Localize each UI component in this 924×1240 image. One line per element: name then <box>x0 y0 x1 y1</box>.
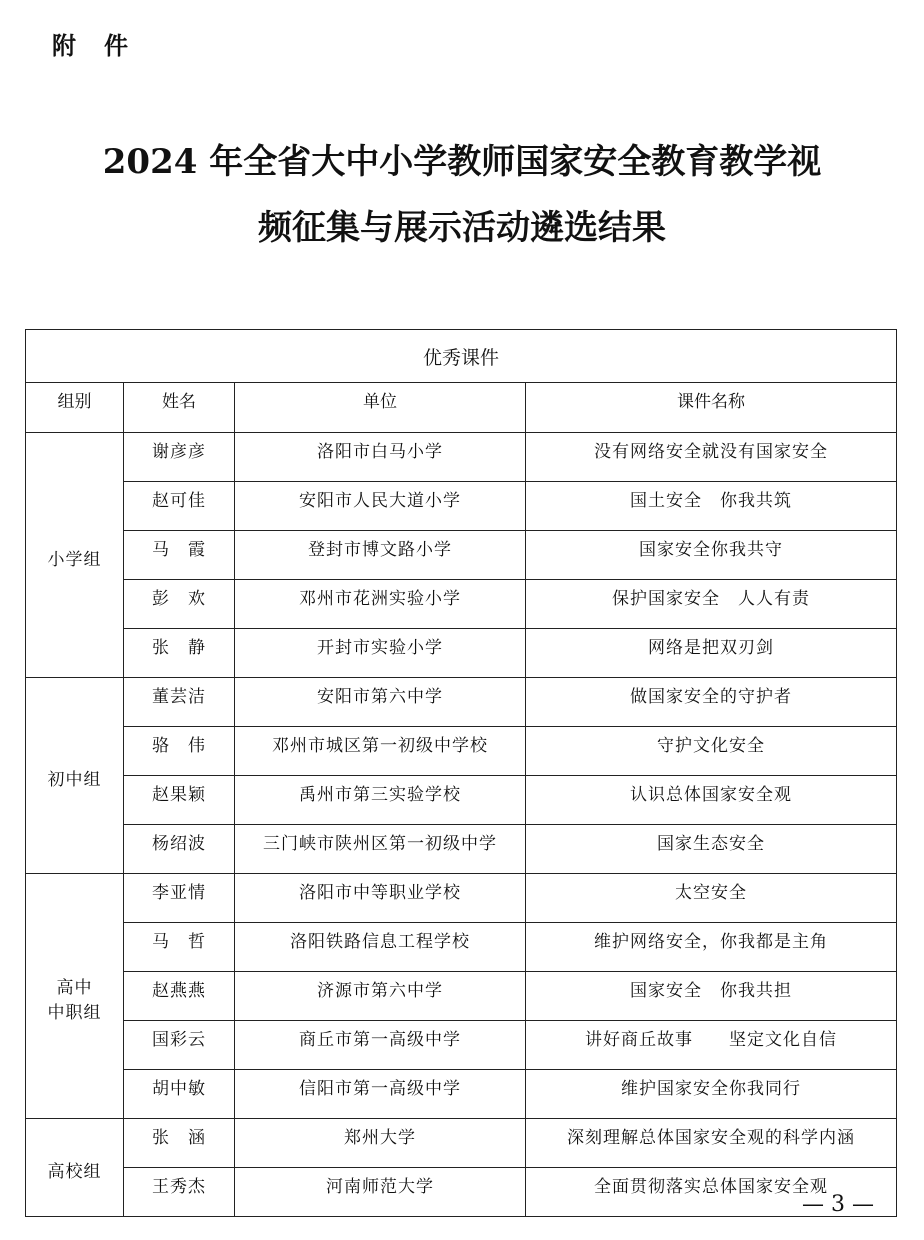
table-row <box>26 433 897 482</box>
course-title-cell: 讲好商丘故事 坚定文化自信 <box>526 1021 897 1070</box>
page-number: — 3 — <box>802 1192 874 1217</box>
person-name-cell: 国彩云 <box>124 1021 235 1070</box>
group-name-cell: 高中 中职组 <box>26 874 124 1119</box>
group-name-cell: 高校组 <box>26 1119 124 1217</box>
column-header: 组别 <box>26 383 124 433</box>
unit-cell: 邓州市花洲实验小学 <box>235 580 526 629</box>
person-name-cell: 张 涵 <box>124 1119 235 1168</box>
course-title-cell: 国家安全 你我共担 <box>526 972 897 1021</box>
unit-cell: 邓州市城区第一初级中学校 <box>235 727 526 776</box>
course-title-cell: 深刻理解总体国家安全观的科学内涵 <box>526 1119 897 1168</box>
course-title-cell: 维护网络安全，你我都是主角 <box>526 923 897 972</box>
unit-cell: 信阳市第一高级中学 <box>235 1070 526 1119</box>
attachment-label: 附 件 <box>52 32 130 60</box>
unit-cell: 郑州大学 <box>235 1119 526 1168</box>
person-name-cell: 张 静 <box>124 629 235 678</box>
person-name-cell: 赵果颖 <box>124 776 235 825</box>
course-title-cell: 维护国家安全你我同行 <box>526 1070 897 1119</box>
unit-cell: 安阳市人民大道小学 <box>235 482 526 531</box>
course-title-cell: 认识总体国家安全观 <box>526 776 897 825</box>
unit-cell: 禹州市第三实验学校 <box>235 776 526 825</box>
table-row <box>26 972 897 1021</box>
table-row <box>26 1070 897 1119</box>
column-header: 单位 <box>235 383 526 433</box>
course-title-cell: 守护文化安全 <box>526 727 897 776</box>
unit-cell: 登封市博文路小学 <box>235 531 526 580</box>
unit-cell: 济源市第六中学 <box>235 972 526 1021</box>
table-row <box>26 1119 897 1168</box>
course-title-cell: 国家安全你我共守 <box>526 531 897 580</box>
person-name-cell: 董芸洁 <box>124 678 235 727</box>
table-row <box>26 629 897 678</box>
course-title-cell: 国土安全 你我共筑 <box>526 482 897 531</box>
table-row <box>26 776 897 825</box>
person-name-cell: 骆 伟 <box>124 727 235 776</box>
unit-cell: 开封市实验小学 <box>235 629 526 678</box>
unit-cell: 洛阳市白马小学 <box>235 433 526 482</box>
unit-cell: 洛阳铁路信息工程学校 <box>235 923 526 972</box>
table-caption: 优秀课件 <box>26 330 897 383</box>
table-row <box>26 825 897 874</box>
table-row <box>26 580 897 629</box>
unit-cell: 洛阳市中等职业学校 <box>235 874 526 923</box>
table-header-row <box>26 383 897 433</box>
person-name-cell: 王秀杰 <box>124 1168 235 1217</box>
group-name-cell: 初中组 <box>26 678 124 874</box>
course-title-cell: 国家生态安全 <box>526 825 897 874</box>
person-name-cell: 谢彦彦 <box>124 433 235 482</box>
unit-cell: 三门峡市陕州区第一初级中学 <box>235 825 526 874</box>
person-name-cell: 马 霞 <box>124 531 235 580</box>
person-name-cell: 胡中敏 <box>124 1070 235 1119</box>
course-title-cell: 网络是把双刃剑 <box>526 629 897 678</box>
group-name-cell: 小学组 <box>26 433 124 678</box>
course-title-cell: 做国家安全的守护者 <box>526 678 897 727</box>
person-name-cell: 彭 欢 <box>124 580 235 629</box>
table-row <box>26 1021 897 1070</box>
person-name-cell: 赵燕燕 <box>124 972 235 1021</box>
course-title-cell: 保护国家安全 人人有责 <box>526 580 897 629</box>
course-title-cell: 没有网络安全就没有国家安全 <box>526 433 897 482</box>
table-row <box>26 531 897 580</box>
document-title-line-2: 频征集与展示活动遴选结果 <box>258 208 666 248</box>
unit-cell: 河南师范大学 <box>235 1168 526 1217</box>
person-name-cell: 杨绍波 <box>124 825 235 874</box>
unit-cell: 商丘市第一高级中学 <box>235 1021 526 1070</box>
column-header: 姓名 <box>124 383 235 433</box>
person-name-cell: 李亚情 <box>124 874 235 923</box>
column-header: 课件名称 <box>526 383 897 433</box>
course-title-cell: 太空安全 <box>526 874 897 923</box>
table-row <box>26 923 897 972</box>
table-row <box>26 482 897 531</box>
table-row <box>26 678 897 727</box>
course-title-cell: 全面贯彻落实总体国家安全观 <box>526 1168 897 1217</box>
person-name-cell: 赵可佳 <box>124 482 235 531</box>
person-name-cell: 马 哲 <box>124 923 235 972</box>
table-body <box>26 433 897 1217</box>
table-row <box>26 727 897 776</box>
table-row <box>26 1168 897 1217</box>
document-title-line-1: 2024 年全省大中小学教师国家安全教育教学视 <box>102 142 822 182</box>
unit-cell: 安阳市第六中学 <box>235 678 526 727</box>
table-row <box>26 874 897 923</box>
results-table <box>25 329 897 1217</box>
